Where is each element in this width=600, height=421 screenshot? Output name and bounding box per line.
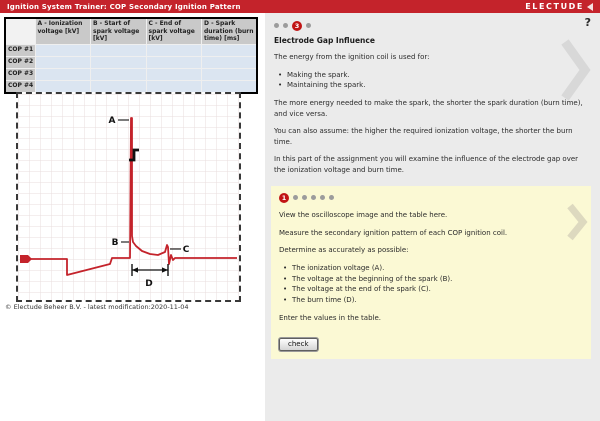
table-row [5, 68, 257, 80]
progress-dot[interactable] [293, 195, 298, 200]
progress-dot[interactable] [283, 23, 288, 28]
lesson-paragraph: In this part of the assignment you will examine the influence of the electrode gap over the ionization voltage and burn time. [274, 155, 579, 174]
page-title: Ignition System Trainer: COP Secondary Ignition Pattern [7, 2, 241, 11]
progress-dot[interactable] [320, 195, 325, 200]
lesson-panel [265, 13, 600, 421]
progress-dot[interactable] [302, 195, 307, 200]
table-cell-input[interactable] [146, 80, 202, 93]
title-bar [0, 0, 600, 13]
check-button[interactable]: check [279, 338, 318, 351]
electude-logo [525, 2, 593, 11]
task-box [271, 186, 591, 358]
table-column-header: C - End of spark voltage [kV] [146, 18, 202, 44]
bullet-item: • The voltage at the end of the spark (C). [283, 284, 569, 295]
copyright: © Electude Beheer B.V. - latest modification:2020-11-04 [5, 303, 189, 311]
table-column-header: D - Spark duration (burn time) [ms] [202, 18, 258, 44]
progress-dot[interactable] [329, 195, 334, 200]
lesson-paragraph: The more energy needed to make the spark, the shorter the spark duration (burn time), and vice versa. [274, 99, 583, 118]
scope-grid [18, 94, 239, 300]
lesson-progress [274, 20, 591, 31]
table-column-header: A - Ionization voltage [kV] [35, 18, 91, 44]
oscilloscope [16, 92, 241, 302]
electude-logo-text: ELECTUDE [525, 2, 584, 11]
task-next-chevron-icon[interactable] [565, 202, 589, 242]
task-progress [279, 192, 569, 203]
table-cell-input[interactable] [91, 80, 147, 93]
help-button[interactable]: ? [584, 16, 591, 29]
table-cell-input[interactable] [146, 44, 202, 56]
task-paragraph: Enter the values in the table. [279, 314, 381, 323]
row-label: COP #1 [5, 44, 35, 56]
table-cell-input[interactable] [146, 56, 202, 68]
row-label: COP #3 [5, 68, 35, 80]
table-row [5, 44, 257, 56]
bullet-item: • Making the spark. [278, 70, 591, 81]
table-cell-input[interactable] [91, 68, 147, 80]
bullet-item: • The ionization voltage (A). [283, 263, 569, 274]
table-cell-input[interactable] [202, 56, 258, 68]
scope-label-D: D [145, 279, 153, 289]
table-cell-input[interactable] [35, 56, 91, 68]
progress-dot[interactable] [311, 195, 316, 200]
table-corner-cell [5, 18, 35, 44]
progress-dot-active[interactable]: 1 [279, 193, 289, 203]
task-paragraph: Measure the secondary ignition pattern of each COP ignition coil. [279, 228, 508, 237]
task-paragraph: View the oscilloscope image and the table here. [279, 211, 448, 220]
table-cell-input[interactable] [202, 44, 258, 56]
progress-dot[interactable] [306, 23, 311, 28]
table-row [5, 56, 257, 68]
scope-label-B: B [111, 238, 119, 248]
lesson-bullet-list [274, 70, 591, 92]
progress-dot[interactable] [274, 23, 279, 28]
table-cell-input[interactable] [146, 68, 202, 80]
table-column-header: B - Start of spark voltage [kV] [91, 18, 147, 44]
table-row [5, 80, 257, 93]
task-paragraph: Determine as accurately as possible: [279, 246, 409, 255]
bullet-item: • Maintaining the spark. [278, 80, 591, 91]
table-cell-input[interactable] [202, 80, 258, 93]
media-panel [0, 13, 265, 421]
table-cell-input[interactable] [35, 68, 91, 80]
row-label: COP #4 [5, 80, 35, 93]
table-cell-input[interactable] [91, 44, 147, 56]
electude-logo-triangle-icon [587, 3, 593, 11]
task-bullet-list [279, 263, 569, 306]
oscilloscope-trace-svg [18, 94, 239, 300]
bullet-item: • The voltage at the beginning of the spark (B). [283, 274, 569, 285]
measurement-table [4, 17, 258, 94]
table-cell-input[interactable] [91, 56, 147, 68]
lesson-paragraph: The energy from the ignition coil is used for: [274, 53, 430, 61]
table-cell-input[interactable] [35, 44, 91, 56]
progress-dot-active[interactable]: 3 [292, 21, 302, 31]
bullet-item: • The burn time (D). [283, 295, 569, 306]
scope-label-A: A [108, 116, 116, 126]
scope-label-C: C [182, 245, 190, 255]
table-cell-input[interactable] [202, 68, 258, 80]
lesson-heading: Electrode Gap Influence [274, 36, 375, 45]
lesson-paragraph: You can also assume: the higher the required ionization voltage, the shorter the burn time. [274, 127, 573, 146]
table-cell-input[interactable] [35, 80, 91, 93]
row-label: COP #2 [5, 56, 35, 68]
